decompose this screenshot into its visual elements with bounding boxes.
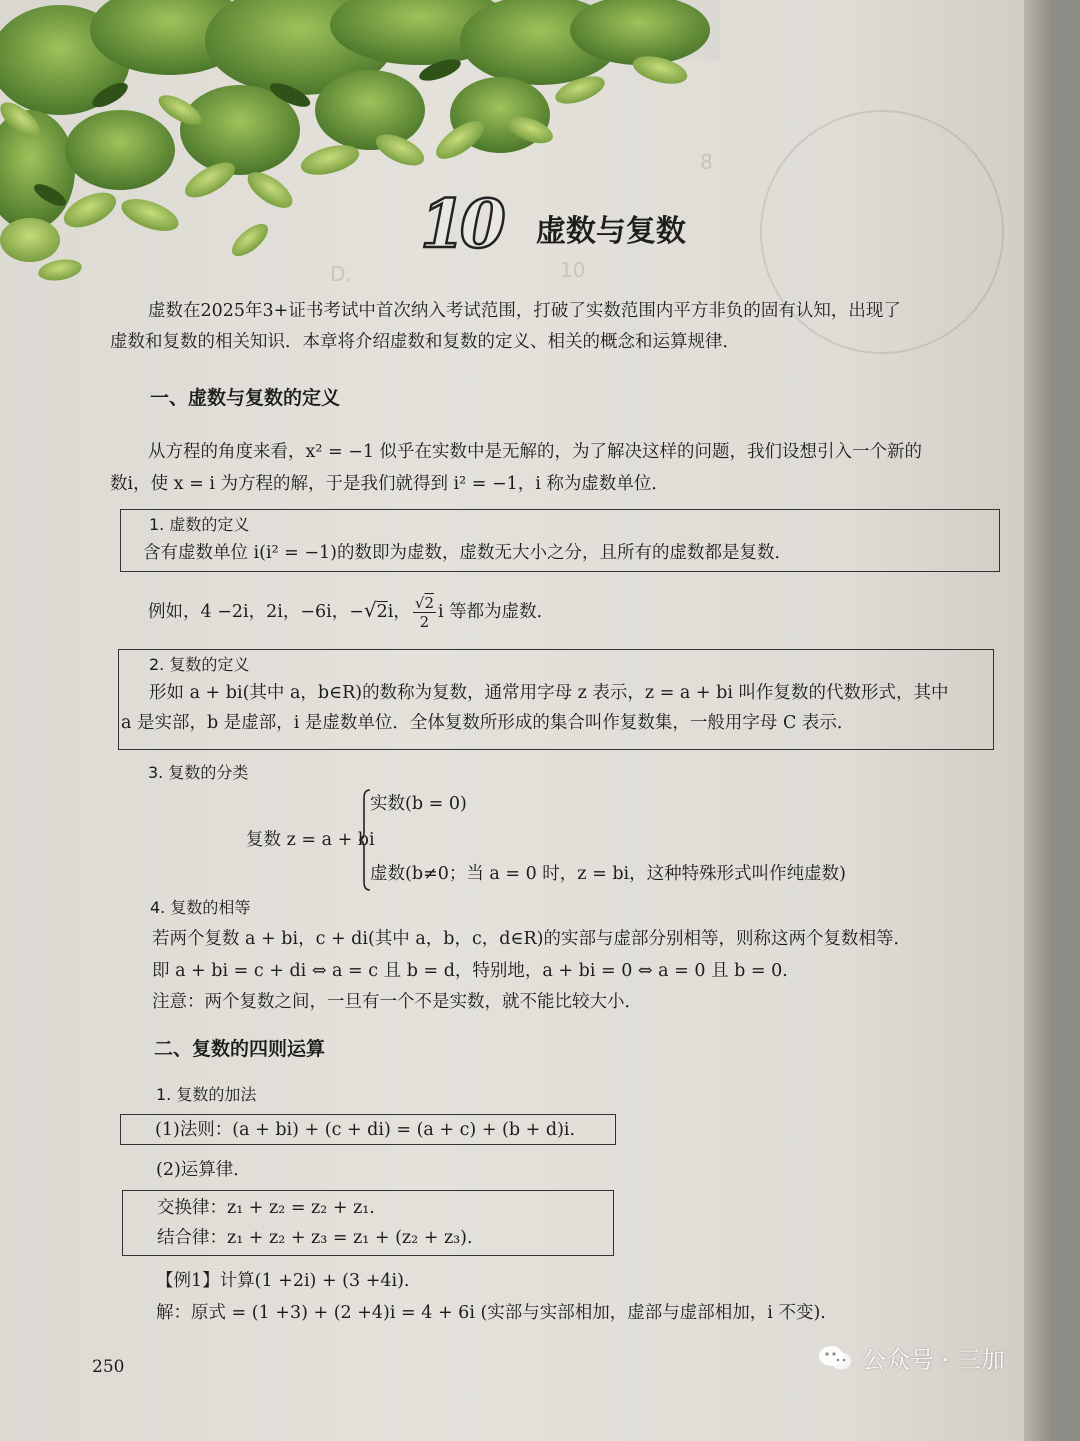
classification-imaginary: 虚数(b≠0；当 a = 0 时，z = bi，这种特殊形式叫作纯虚数) <box>370 864 846 884</box>
addition-rule: (1)法则：(a + bi) + (c + di) = (a + c) + (b + d)i. <box>155 1120 576 1140</box>
wechat-icon <box>818 1344 852 1372</box>
intro-line-2: 虚数和复数的相关知识．本章将介绍虚数和复数的定义、相关的概念和运算规律． <box>110 332 740 352</box>
definition-2-line-2: a 是实部，b 是虚部，i 是虚数单位．全体复数所形成的集合叫作复数集，一般用字母 C 表示． <box>121 713 855 733</box>
laws-box <box>122 1190 614 1256</box>
fraction-numerator: √2 <box>414 594 434 612</box>
watermark-text: 公众号 · 三加 <box>862 1346 1005 1374</box>
example-sqrt-radicand: 2 <box>376 602 388 622</box>
definition-2-title: 2. 复数的定义 <box>149 655 250 674</box>
section-1-para-line-1: 从方程的角度来看，x² = −1 似乎在实数中是无解的，为了解决这样的问题，我们设想引入一个新的 <box>148 442 923 462</box>
commutative-law: 交换律：z₁ + z₂ = z₂ + z₁. <box>157 1198 375 1218</box>
example-1: 【例1】计算(1 +2i) + (3 +4i). <box>156 1271 410 1291</box>
example-prefix: 例如，4 −2i，2i，−6i，− <box>148 602 364 622</box>
addition-title: 1. 复数的加法 <box>156 1085 257 1104</box>
fraction-denominator: 2 <box>419 613 430 631</box>
example-line <box>148 594 554 631</box>
show-through-mark: D. <box>330 262 352 286</box>
definition-box-imaginary <box>120 509 1000 572</box>
section-2-heading: 二、复数的四则运算 <box>154 1038 326 1060</box>
classification-lhs: 复数 z = a + bi <box>246 830 375 850</box>
example-sep: i， <box>387 602 411 622</box>
equality-title: 4. 复数的相等 <box>150 898 251 917</box>
equality-line-1: 若两个复数 a + bi，c + di(其中 a，b，c，d∈R)的实部与虚部分别相等，则称这两个复数相等． <box>152 929 911 949</box>
intro-line-1: 虚数在2025年3+证书考试中首次纳入考试范围，打破了实数范围内平方非负的固有认知，出现了 <box>148 301 901 321</box>
show-through-mark: 10 <box>560 258 586 282</box>
section-1-heading: 一、虚数与复数的定义 <box>150 387 341 409</box>
chapter-title: 虚数与复数 <box>535 214 686 249</box>
chapter-header <box>420 185 686 263</box>
page-number: 250 <box>92 1357 125 1377</box>
section-1-para-line-2: 数i，使 x = i 为方程的解，于是我们就得到 i² = −1，i 称为虚数单位． <box>110 474 669 494</box>
page-edge <box>1024 0 1052 1441</box>
example-fraction <box>413 594 436 631</box>
equality-note: 注意：两个复数之间，一旦有一个不是实数，就不能比较大小． <box>152 992 642 1012</box>
laws-label: (2)运算律． <box>156 1160 251 1180</box>
associative-law: 结合律：z₁ + z₂ + z₃ = z₁ + (z₂ + z₃). <box>157 1228 473 1248</box>
definition-1-title: 1. 虚数的定义 <box>149 515 250 534</box>
watermark <box>818 1340 1005 1375</box>
sqrt-symbol: √ <box>363 598 377 622</box>
definition-2-line-1: 形如 a + bi(其中 a，b∈R)的数称为复数，通常用字母 z 表示，z = a + bi 叫作复数的代数形式，其中 <box>149 683 949 703</box>
example-1-solution: 解：原式 = (1 +3) + (2 +4)i = 4 + 6i (实部与实部相加，虚部与虚部相加，i 不变). <box>156 1303 826 1323</box>
example-suffix: i 等都为虚数． <box>438 602 555 622</box>
equality-line-2: 即 a + bi = c + di ⇔ a = c 且 b = d，特别地，a + bi = 0 ⇔ a = 0 且 b = 0. <box>152 961 788 981</box>
addition-rule-box <box>120 1114 616 1145</box>
definition-box-complex <box>118 649 994 750</box>
classification-real: 实数(b = 0) <box>370 794 467 814</box>
show-through-mark: 8 <box>700 150 713 174</box>
chapter-number: 10 <box>420 185 500 263</box>
definition-1-text: 含有虚数单位 i(i² = −1)的数即为虚数，虚数无大小之分，且所有的虚数都是复数． <box>143 543 793 563</box>
classification-title: 3. 复数的分类 <box>148 763 249 782</box>
classification-brace <box>246 788 886 894</box>
